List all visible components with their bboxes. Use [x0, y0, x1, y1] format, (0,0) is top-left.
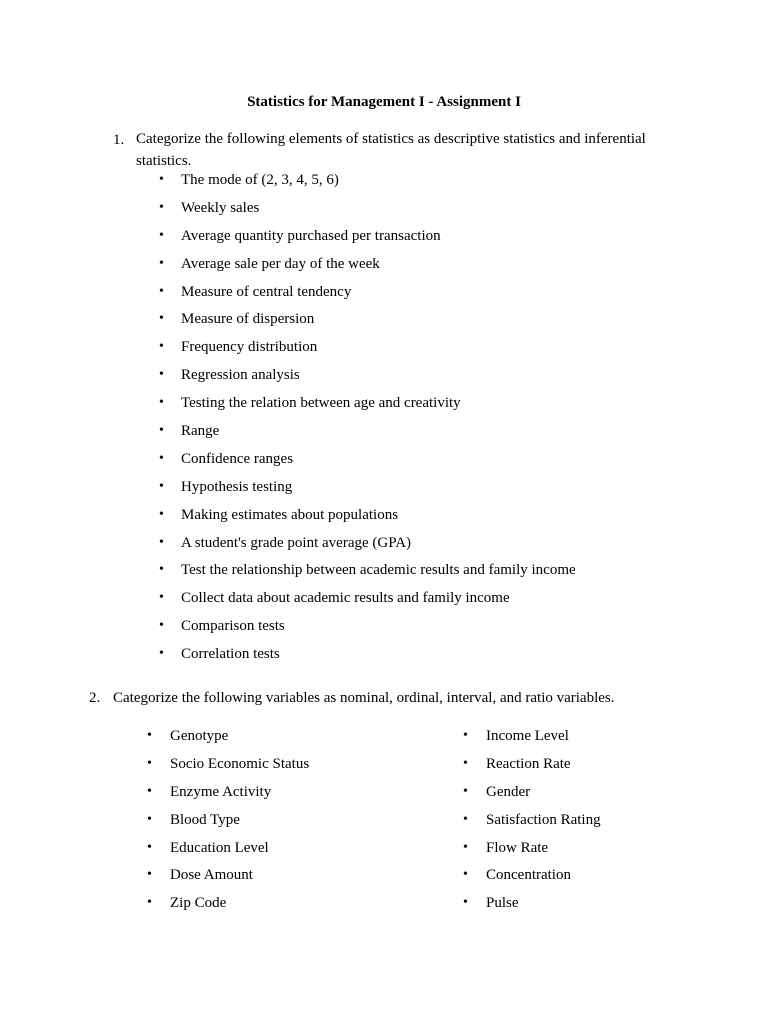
bullet-icon: •	[463, 783, 468, 799]
list-item	[159, 589, 719, 617]
list-item	[159, 422, 719, 450]
list-item	[159, 561, 719, 589]
list-item	[159, 366, 719, 394]
list-item-text: Pulse	[486, 895, 519, 912]
bullet-icon: •	[159, 590, 164, 606]
list-item-text: Range	[181, 423, 220, 440]
bullet-icon: •	[159, 367, 164, 383]
list-item-text: Income Level	[486, 728, 569, 744]
list-item	[159, 450, 719, 478]
bullet-icon: •	[159, 199, 164, 215]
list-item	[159, 255, 719, 283]
list-item	[159, 645, 719, 673]
bullet-icon: •	[463, 839, 468, 855]
bullet-icon: •	[159, 534, 164, 550]
list-item	[147, 839, 437, 867]
list-item-text: Flow Rate	[486, 839, 549, 856]
list-item	[147, 755, 437, 783]
bullet-icon: •	[147, 755, 152, 771]
bullet-icon: •	[159, 562, 164, 578]
bullet-icon: •	[463, 728, 468, 743]
bullet-icon: •	[159, 172, 164, 187]
bullet-icon: •	[159, 423, 164, 439]
list-item-text: Enzyme Activity	[170, 783, 272, 800]
question-2-right-list	[463, 727, 753, 922]
bullet-icon: •	[159, 339, 164, 355]
list-item-text: The mode of (2, 3, 4, 5, 6)	[181, 172, 339, 188]
bullet-icon: •	[159, 450, 164, 466]
question-1-text: Categorize the following elements of statistics as descriptive statistics and inferential statistics.	[136, 131, 646, 169]
list-item	[159, 394, 719, 422]
list-item-text: Socio Economic Status	[170, 755, 310, 772]
list-item-text: Hypothesis testing	[181, 478, 293, 495]
bullet-icon: •	[463, 755, 468, 771]
bullet-icon: •	[147, 783, 152, 799]
list-item-text: Blood Type	[170, 811, 240, 828]
question-2-number: 2.	[89, 690, 101, 706]
list-item	[463, 839, 753, 867]
list-item	[147, 894, 437, 922]
bullet-icon: •	[159, 478, 164, 494]
question-2-text: Categorize the following variables as nominal, ordinal, interval, and ratio variables.	[113, 690, 615, 706]
question-1-number: 1.	[113, 132, 125, 148]
bullet-icon: •	[159, 283, 164, 299]
list-item-text: Genotype	[170, 728, 229, 744]
list-item	[463, 894, 753, 922]
list-item-text: Average quantity purchased per transaction	[181, 227, 441, 244]
list-item-text: Comparison tests	[181, 618, 285, 635]
list-item-text: Collect data about academic results and family income	[181, 590, 510, 607]
list-item	[463, 755, 753, 783]
list-item	[159, 506, 719, 534]
list-item-text: Weekly sales	[181, 199, 260, 216]
bullet-icon: •	[159, 646, 164, 662]
list-item-text: Testing the relation between age and creativity	[181, 395, 461, 412]
bullet-icon: •	[147, 867, 152, 883]
list-item-text: Zip Code	[170, 895, 227, 912]
list-item	[159, 310, 719, 338]
list-item	[147, 811, 437, 839]
question-1-list	[159, 171, 719, 673]
list-item-text: Average sale per day of the week	[181, 255, 380, 272]
bullet-icon: •	[159, 227, 164, 243]
bullet-icon: •	[463, 811, 468, 827]
list-item-text: Frequency distribution	[181, 339, 318, 356]
list-item-text: Test the relationship between academic results and family income	[181, 562, 576, 579]
question-2-left-list	[147, 727, 437, 922]
bullet-icon: •	[159, 311, 164, 327]
bullet-icon: •	[159, 255, 164, 271]
document-title: Statistics for Management I - Assignment I	[247, 94, 521, 110]
list-item-text: Regression analysis	[181, 367, 300, 384]
list-item	[463, 866, 753, 894]
list-item	[159, 171, 719, 199]
list-item	[159, 478, 719, 506]
list-item	[463, 811, 753, 839]
list-item-text: A student's grade point average (GPA)	[181, 534, 412, 551]
bullet-icon: •	[147, 811, 152, 827]
bullet-icon: •	[463, 895, 468, 911]
bullet-icon: •	[159, 395, 164, 411]
bullet-icon: •	[147, 895, 152, 911]
list-item	[159, 227, 719, 255]
list-item-text: Measure of dispersion	[181, 311, 315, 328]
list-item-text: Correlation tests	[181, 646, 280, 663]
list-item-text: Gender	[486, 783, 531, 800]
list-item	[159, 283, 719, 311]
list-item	[159, 534, 719, 562]
list-item	[463, 727, 753, 755]
list-item-text: Satisfaction Rating	[486, 811, 601, 828]
bullet-icon: •	[159, 618, 164, 634]
list-item	[147, 866, 437, 894]
list-item	[159, 199, 719, 227]
list-item-text: Education Level	[170, 839, 269, 856]
list-item-text: Concentration	[486, 867, 571, 884]
list-item	[159, 338, 719, 366]
list-item	[159, 617, 719, 645]
bullet-icon: •	[463, 867, 468, 883]
bullet-icon: •	[147, 728, 152, 743]
list-item	[147, 727, 437, 755]
list-item	[147, 783, 437, 811]
list-item-text: Confidence ranges	[181, 450, 294, 467]
list-item-text: Dose Amount	[170, 867, 253, 884]
list-item	[463, 783, 753, 811]
list-item-text: Measure of central tendency	[181, 283, 352, 300]
bullet-icon: •	[147, 839, 152, 855]
list-item-text: Reaction Rate	[486, 755, 571, 772]
bullet-icon: •	[159, 506, 164, 522]
list-item-text: Making estimates about populations	[181, 506, 399, 523]
